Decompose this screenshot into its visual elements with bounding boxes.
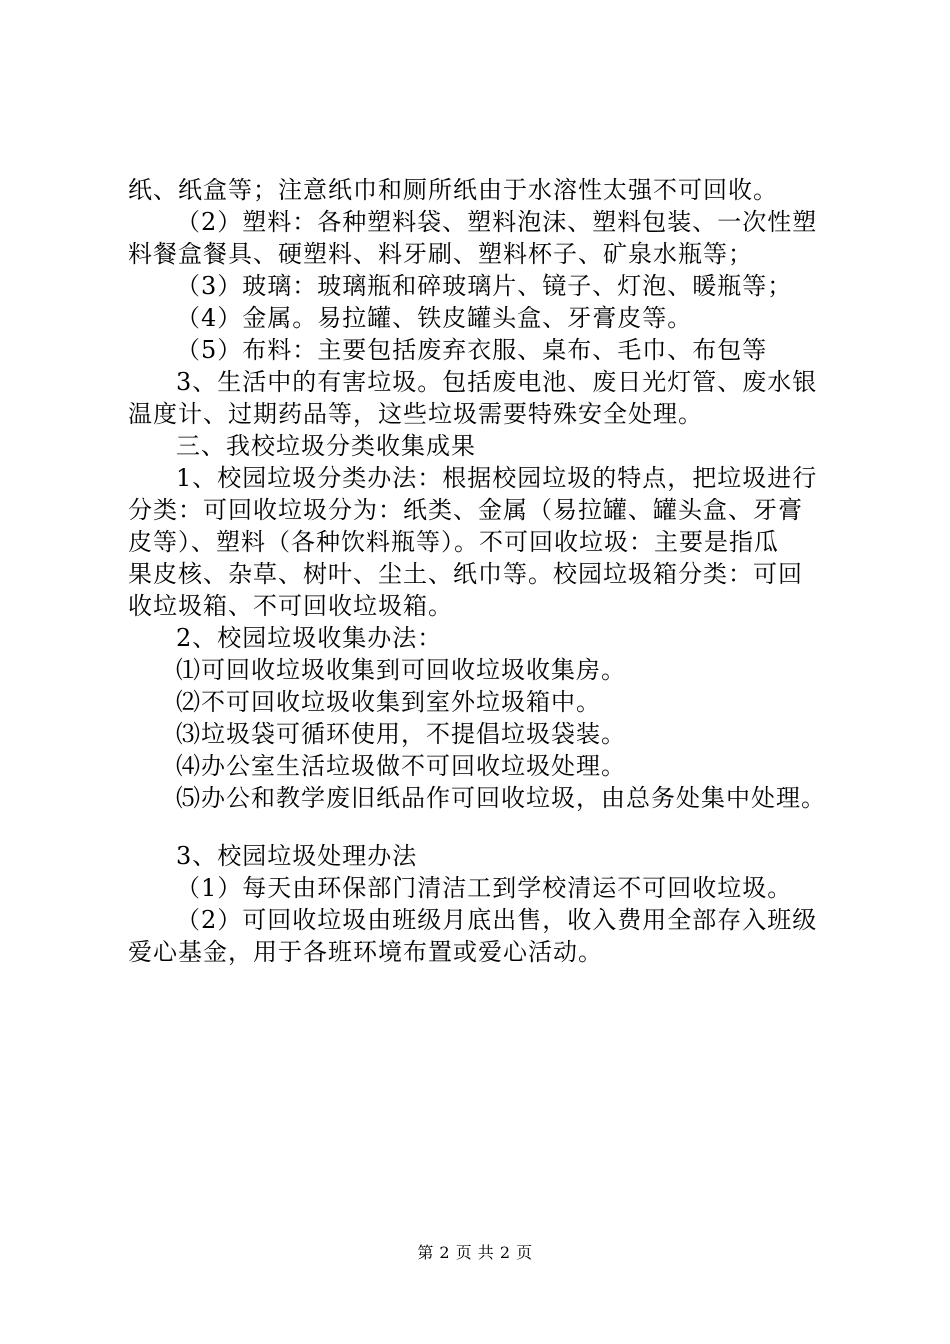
text-line: 收垃圾箱、不可回收垃圾箱。 bbox=[128, 592, 453, 620]
text-line: 分类：可回收垃圾分为：纸类、金属（易拉罐、罐头盒、牙膏 bbox=[128, 496, 803, 524]
list-item: ⑵不可回收垃圾收集到室外垃圾箱中。 bbox=[176, 688, 601, 716]
page-number-footer: 第 2 页 共 2 页 bbox=[417, 1243, 533, 1262]
text-line: 1、校园垃圾分类办法：根据校园垃圾的特点，把垃圾进行 bbox=[176, 464, 818, 492]
paragraph-gap bbox=[128, 814, 840, 840]
list-item: ⑴可回收垃圾收集到可回收垃圾收集房。 bbox=[176, 656, 626, 684]
text-line: 3、校园垃圾处理办法 bbox=[176, 842, 418, 870]
text-line: 2、校园垃圾收集办法： bbox=[176, 624, 443, 652]
text-line: 3、生活中的有害垃圾。包括废电池、废日光灯管、废水银 bbox=[176, 368, 818, 396]
text-line: （2）可回收垃圾由班级月底出售，收入费用全部存入班级 bbox=[176, 906, 818, 934]
text-line: 纸、纸盒等；注意纸巾和厕所纸由于水溶性太强不可回收。 bbox=[128, 176, 778, 204]
document-body bbox=[128, 174, 840, 968]
list-item: ⑸办公和教学废旧纸品作可回收垃圾，由总务处集中处理。 bbox=[176, 784, 826, 812]
text-line: （3）玻璃：玻璃瓶和碎玻璃片、镜子、灯泡、暖瓶等； bbox=[176, 272, 793, 300]
text-line: （5）布料：主要包括废弃衣服、桌布、毛巾、布包等 bbox=[176, 336, 768, 364]
text-line: （4）金属。易拉罐、铁皮罐头盒、牙膏皮等。 bbox=[176, 304, 693, 332]
list-item: ⑶垃圾袋可循环使用，不提倡垃圾袋装。 bbox=[176, 720, 626, 748]
text-line: 皮等）、塑料（各种饮料瓶等）。不可回收垃圾：主要是指瓜 bbox=[128, 528, 779, 556]
list-item: ⑷办公室生活垃圾做不可回收垃圾处理。 bbox=[176, 752, 626, 780]
text-line: （1）每天由环保部门清洁工到学校清运不可回收垃圾。 bbox=[176, 874, 793, 902]
section-heading: 三、我校垃圾分类收集成果 bbox=[176, 432, 476, 460]
text-line: （2）塑料：各种塑料袋、塑料泡沫、塑料包装、一次性塑 bbox=[176, 208, 818, 236]
text-line: 爱心基金，用于各班环境布置或爱心活动。 bbox=[128, 938, 603, 966]
text-line: 果皮核、杂草、树叶、尘土、纸巾等。校园垃圾箱分类：可回 bbox=[128, 560, 803, 588]
text-line: 温度计、过期药品等，这些垃圾需要特殊安全处理。 bbox=[128, 400, 703, 428]
text-line: 料餐盒餐具、硬塑料、料牙刷、塑料杯子、矿泉水瓶等； bbox=[128, 240, 753, 268]
